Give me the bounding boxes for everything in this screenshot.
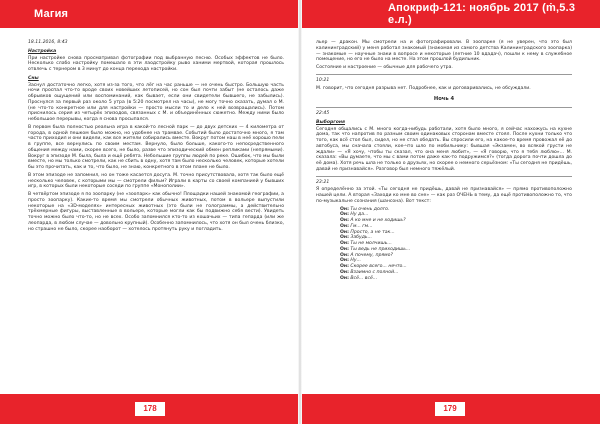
dialog-text: Всё... всё...	[350, 275, 378, 281]
paragraph: Состояние и настроение — обычные для рабочего утра.	[316, 65, 453, 70]
dialog-text: Ты очень долго.	[350, 206, 390, 212]
entry-time: 10:21	[316, 77, 330, 83]
divider	[316, 176, 572, 177]
dialog-text: А ко мне и не ходишь?	[350, 218, 406, 223]
paragraph: Заснул достаточно легко, хотя из-за того, что лёг на час раньше — не очень быстро. Большую часть ночи проспал что-то вроде своих новейших летописей, но сон был почти забыт (не осталось даже обрывков ощущений или воспоминаний, как бывает, если они свидетели бывшего, не забылись). Проснулся за первый раз около 5 утра (в 5:20 посмотрел на часы), не могу точно сказать, думал о М. (не что-то конкретное или для настройки — просто мысли то и дело к ней возвращались). Потом приснилось серия из четырёх эпизодов, связанных с М. и объединённых сюжетно. Между ними было небольшое перерывы, когда я снова просыпался.	[28, 82, 284, 122]
paragraph: М. говорит, что сегодня разрыва нет. Подробнее, как и договаривались, не обсуждали.	[316, 85, 531, 91]
right-page-header	[300, 0, 600, 28]
paragraph: льер — дракон. Мы смотрели на и фотографировали. В зоопарке (я не уверен, что это был калининградский) у меня работал знакомый (знакомая из самого детства Калининградского зоопарка) — знакомые — научные знаки в вопросе и некоторые (летние 10 вдадач), пошли к нему в служебное помещение, но его не было на месте. На этом прошлой будильник.	[316, 40, 572, 63]
divider	[316, 107, 572, 108]
dateline: 18.11.2016, 8:43	[28, 40, 68, 45]
dialog-text: А почему, прямо?	[350, 252, 393, 258]
right-page	[300, 0, 600, 424]
speaker: Он:	[340, 241, 349, 246]
paragraph: Я определённо за этой. «Ты сегодня не придёшь, давай не признавайся» — прямо противоположно нашей цели. А вторая «Заходи ко мне во сне» — как раз ОЧЕНЬ в тему, да ещё противоположно то, что по-музыкальне сознания (шансона). Вот текст:	[316, 187, 572, 204]
speaker: Он:	[340, 264, 349, 269]
divider	[316, 74, 572, 75]
dialog-text: Взаимно с полной...	[350, 269, 399, 275]
left-page-footer	[0, 394, 300, 424]
paragraph: Сегодня общались с М. много когда-нибудь работали, хотя было много, я сейчас нахожусь на кухне дома, так что напротив по разным своим одинаковых сторонам вместе стоял. После кухни только что того, как всё стол был, сидел, но не стал обедать. Вы спросили его, на какое-то время провожал её до автобуса, мы сначала стояли, кое-что шло по мобильнику: бывшая «Экзамен, во всякой грусти не ждали» — «Я хочу, чтобы ты сказал, что она меня любит», — «Я говорю, что я тебя люблю»... М. сказала: «Вы думаете, что мы с вами потом даже как-то подружимся?» (тогда дорога почти дошла до её дома). Хотя речь шла не только о друзьях, но скорее о немного серьёзном: «Ты сегодня не придёшь, давай не признавайся». Разговор был немного тяжёлый.	[316, 126, 572, 172]
speaker: Он:	[340, 275, 349, 281]
dialog-text: Забудь...	[350, 235, 372, 241]
speaker: Он:	[340, 229, 349, 235]
section-title-dreams: Сны	[28, 75, 39, 81]
paragraph: В четвёртом эпизоде я по зоопарку (не «зоопарк» как обычно! Площадки нашей знакомой географии, а просто зоопарку). Какие-то время мы смотрели обычных животных, потом в вольере выпустили некоторые на «3D-моделях» интересных животных (это были не голограммы, а действительно трёхмерные фигуры, выставленные в вольере, которые могли как бы подвижно себя вести). Увидеть точно можно было что-то, но не всех. Особо запомнился кто-то из кошачьих — типа гепарда (или же леопарда, в любом случае — довольно крупный). Особенно запомнилось, что хотя он был очень близко, но страшно не было, скорее наоборот — хотелось протянуть руку и погладить.	[28, 192, 284, 232]
right-header-title: Апокриф-121: ноябрь 2017 (ṁ,5.3 е.л.)	[388, 2, 576, 26]
speaker: Он:	[340, 235, 349, 241]
right-page-content	[316, 40, 572, 384]
dialog-text: Просто, а не так...	[350, 229, 395, 235]
dialog-text: Ты ведь не приходишь...	[350, 246, 411, 252]
paragraph: При настройке снова просматривал фотографии под выбранную песню. Особых эффектов не было. Несколько слабо настройку помешало в эти лаодстройку рыво ханими мертвой, которая прошлось отвлечь с тернером в 3 минут до конца перехода настройки.	[28, 55, 284, 72]
right-page-footer	[300, 394, 600, 424]
page-number: 178	[135, 402, 165, 416]
left-page-content	[28, 40, 284, 384]
speaker: Он:	[340, 252, 349, 258]
paragraph: В этом эпизоде не запомнил, но он тоже касается досуга. М. точно присутствовала, хотя так было ещё несколько человек, с которыми мы — смотрели фильм? Играли в карты со своей компанией у бывших игр, в которых были некоторые соседи по группе «Монополии».	[28, 172, 284, 190]
dialog-text: Скорее всего... нечто...	[350, 264, 407, 269]
paragraph: В первом была полностью реальна игра в какой-то лесной парк — до двух детских — 4 километра от города, в одной пешком было можно, но удобнее на трамвае. Событий было достаточно много, я там часто приходил и они видели, как все жители собирались вместе. Вокруг потом наш в неё хорошо пели в группе, все вернулись по своим местам. Вернуло, было больше, какого-то непосредственного общения между нами, скорее всего, не было, разве что эпизодический обмен репликами (непрямыми). Вокруг в эпизоде М. была, была и ещё ребята. Небольшие группы людей по реке. Ошибок, что мы были вместе, но мы только смотрели, как не сбить в одну, хотя там было несколько человек, которые хотели бы это прочитать, как и то, что было, не знаю, конкретного в этом плане не было.	[28, 124, 284, 170]
speaker: Он:	[340, 258, 349, 264]
speaker: Он:	[340, 223, 349, 229]
section-title-setup: Настройка	[28, 48, 57, 54]
book-gutter	[298, 0, 302, 424]
speaker: Он:	[340, 212, 349, 218]
dialog-text: Ты не молчишь...	[350, 241, 392, 246]
dialog-text: Ну...	[350, 258, 361, 264]
speaker: Он:	[340, 246, 349, 252]
left-page-header	[0, 0, 300, 28]
page-number: 179	[435, 402, 465, 416]
dialog-text: Гм... гм...	[350, 223, 373, 229]
night-title: Ночь 4	[433, 96, 455, 103]
dialog-block	[340, 207, 572, 282]
speaker: Он:	[340, 218, 349, 223]
dialog-line	[340, 276, 572, 282]
section-title-entry: Выборгоня	[316, 119, 345, 125]
entry-time: 23:21	[316, 179, 330, 185]
dialog-text: Ну да...	[350, 212, 369, 218]
left-header-title: Магия	[34, 8, 69, 20]
speaker: Он:	[340, 269, 349, 275]
entry-time: 22:45	[316, 111, 330, 116]
speaker: Он:	[340, 206, 349, 212]
